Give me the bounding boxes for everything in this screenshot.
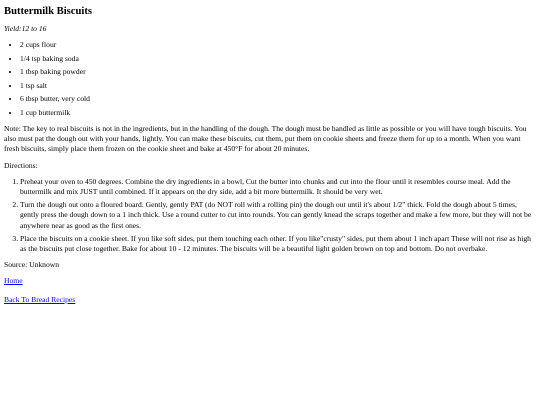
- ingredient-item: • 1/4 tsp baking soda: [20, 54, 536, 64]
- recipe-yield: [4, 24, 536, 34]
- yield-label: Yield:: [4, 24, 22, 33]
- ingredient-item: • 1 tbsp baking powder: [20, 67, 536, 77]
- ingredient-item: • 1 tsp salt: [20, 81, 536, 91]
- direction-step: 3. Place the biscuits on a cookie sheet. If you like soft sides, put them touching each other. If you like"crusty" sides, put them about 1 inch apart These will not rise as high as the biscuits put close together. Bake for about 10 - 12 minutes. The biscuits will be a beautiful light golden brown on top and bottom. Do not overbake.: [20, 234, 536, 254]
- home-link-row: [4, 276, 536, 286]
- ingredients-list: [4, 40, 536, 118]
- home-link[interactable]: Home: [4, 276, 23, 286]
- back-link-row: [4, 295, 536, 305]
- recipe-note: Note: The key to real biscuits is not in the ingredients, but in the handling of the dough. The dough must be handled as little as possible or you will have tough biscuits. You also must pat the dough out with your hands, lightly. You can make these biscuits, cut them, put them on cookie sheets and freeze them for up to a month. When you want fresh biscuits, simply place them frozen on the cookie sheet and bake at 450°F for about 20 minutes.: [4, 123, 527, 154]
- recipe-title: Buttermilk Biscuits: [4, 6, 92, 17]
- ingredient-item: • 1 cup buttermilk: [20, 108, 536, 118]
- yield-value: 12 to 16: [21, 24, 47, 33]
- directions-heading: Directions:: [4, 160, 38, 170]
- ingredient-item: • 6 tbsp butter, very cold: [20, 94, 536, 104]
- direction-step: 1. Preheat your oven to 450 degrees. Combine the dry ingredients in a bowl, Cut the butter into chunks and cut into the flour until it resembles course meal. Add the buttermilk and mix JUST until combined. If it appears on the dry side, add a bit more buttermilk. It should be very wet.: [20, 177, 536, 197]
- directions-list: [4, 177, 536, 254]
- recipe-source: Source: Unknown: [4, 260, 60, 270]
- ingredient-item: • 2 cups flour: [20, 40, 536, 50]
- direction-step: 2. Turn the dough out onto a floured board. Gently, gently PAT (do NOT roll with a rolling pin) the dough out until it's about 1/2" thick. Fold the dough about 5 times, gently press the dough down to a 1 inch thick. Use a round cutter to cut into rounds. You can gently knead the scraps together and make a few more, but they will not be anywhere near as good as the first ones.: [20, 200, 536, 231]
- back-to-bread-recipes-link[interactable]: Back To Bread Recipes: [4, 294, 76, 304]
